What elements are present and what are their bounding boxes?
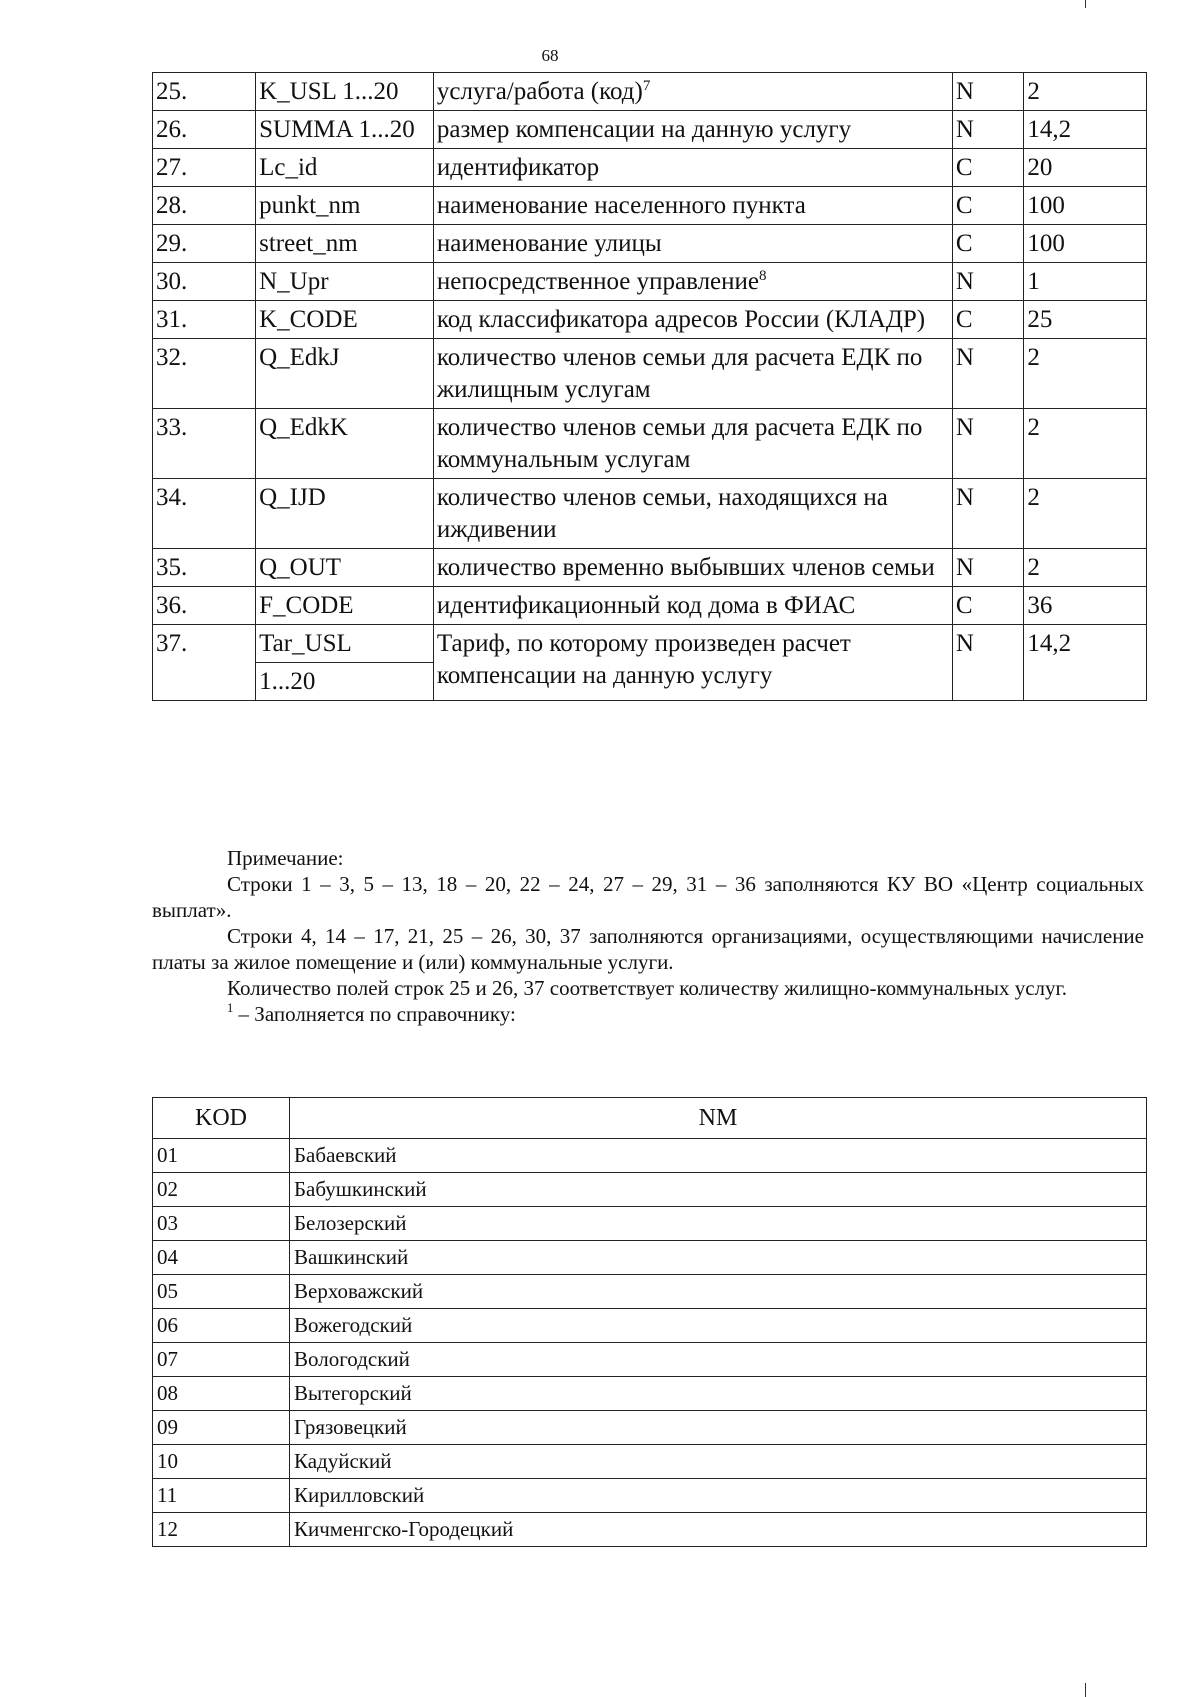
field-name: Lc_id — [256, 149, 434, 187]
description-text: идентификатор — [436, 154, 600, 181]
field-name-bottom: 1...20 — [259, 668, 316, 695]
row-number: 34. — [153, 479, 256, 549]
district-name: Кадуйский — [290, 1445, 1147, 1479]
field-size: 2 — [1024, 409, 1147, 479]
description-text: услуга/работа (код) — [436, 78, 643, 105]
description-text: количество членов семьи для расчета ЕДК по коммунальным услугам — [436, 414, 923, 473]
district-row — [153, 1139, 1147, 1173]
description-text: код классификатора адресов России (КЛАДР) — [436, 306, 926, 333]
field-type: N — [952, 625, 1024, 701]
field-type: N — [952, 263, 1024, 301]
field-description — [433, 73, 952, 111]
row-number: 25. — [153, 73, 256, 111]
row-number: 31. — [153, 301, 256, 339]
notes-label: Примечание: — [227, 846, 344, 870]
district-row — [153, 1207, 1147, 1241]
row-number: 29. — [153, 225, 256, 263]
field-description — [433, 301, 952, 339]
field-type: N — [952, 479, 1024, 549]
field-type: C — [952, 187, 1024, 225]
notes-section — [152, 845, 1144, 1027]
field-description — [433, 549, 952, 587]
footnote-line — [152, 1001, 1144, 1027]
district-code: 06 — [153, 1309, 290, 1343]
field-name: SUMMA 1...20 — [256, 111, 434, 149]
table-row — [153, 409, 1147, 479]
district-name: Кичменгско-Городецкий — [290, 1513, 1147, 1547]
description-text: идентификационный код дома в ФИАС — [436, 592, 856, 619]
district-row — [153, 1275, 1147, 1309]
field-description — [433, 263, 952, 301]
field-name: Q_EdkK — [256, 409, 434, 479]
table-row — [153, 73, 1147, 111]
district-code: 02 — [153, 1173, 290, 1207]
scan-mark-top — [1085, 0, 1086, 8]
districts-table — [152, 1097, 1147, 1547]
row-number: 27. — [153, 149, 256, 187]
table-row — [153, 587, 1147, 625]
field-name: K_USL 1...20 — [256, 73, 434, 111]
district-row — [153, 1513, 1147, 1547]
footnote-text: – Заполняется по справочнику: — [233, 1002, 516, 1026]
row-number: 33. — [153, 409, 256, 479]
field-type: N — [952, 549, 1024, 587]
field-name: N_Upr — [256, 263, 434, 301]
field-type: C — [952, 149, 1024, 187]
field-size: 25 — [1024, 301, 1147, 339]
row-number: 37. — [153, 625, 256, 701]
table-row — [153, 479, 1147, 549]
district-row — [153, 1377, 1147, 1411]
district-name: Кирилловский — [290, 1479, 1147, 1513]
footnote-mark: 1 — [227, 1001, 234, 1015]
field-description — [433, 187, 952, 225]
district-code: 03 — [153, 1207, 290, 1241]
district-code: 04 — [153, 1241, 290, 1275]
districts-header-row — [153, 1098, 1147, 1139]
table-row — [153, 301, 1147, 339]
field-size: 1 — [1024, 263, 1147, 301]
district-code: 10 — [153, 1445, 290, 1479]
district-name: Вашкинский — [290, 1241, 1147, 1275]
scan-mark-bottom — [1085, 1683, 1086, 1697]
district-code: 12 — [153, 1513, 290, 1547]
district-code: 01 — [153, 1139, 290, 1173]
row-number: 36. — [153, 587, 256, 625]
field-name: Q_EdkJ — [256, 339, 434, 409]
district-code: 05 — [153, 1275, 290, 1309]
field-name: Q_OUT — [256, 549, 434, 587]
description-text: количество временно выбывших членов семьи — [436, 554, 935, 581]
table-row — [153, 625, 1147, 701]
district-code: 11 — [153, 1479, 290, 1513]
district-name: Верховажский — [290, 1275, 1147, 1309]
fields-table-body — [153, 73, 1147, 701]
district-row — [153, 1309, 1147, 1343]
field-name: street_nm — [256, 225, 434, 263]
field-name — [256, 625, 434, 701]
table-row — [153, 549, 1147, 587]
footnote-ref: 7 — [642, 78, 651, 94]
fields-table — [152, 72, 1147, 701]
field-size: 100 — [1024, 187, 1147, 225]
field-size: 2 — [1024, 479, 1147, 549]
note-paragraph-2: Строки 4, 14 – 17, 21, 25 – 26, 30, 37 заполняются организациями, осуществляющими начисление платы за жилое помещение и (или) коммунальные услуги. — [152, 924, 1144, 974]
field-type: N — [952, 339, 1024, 409]
row-number: 32. — [153, 339, 256, 409]
field-description — [433, 587, 952, 625]
row-number: 26. — [153, 111, 256, 149]
field-description — [433, 225, 952, 263]
table-row — [153, 225, 1147, 263]
district-row — [153, 1173, 1147, 1207]
district-code: 07 — [153, 1343, 290, 1377]
field-type: C — [952, 225, 1024, 263]
description-text: непосредственное управление — [436, 268, 759, 295]
field-size: 2 — [1024, 339, 1147, 409]
field-name: K_CODE — [256, 301, 434, 339]
district-name: Бабушкинский — [290, 1173, 1147, 1207]
header-kod: KOD — [153, 1098, 290, 1139]
field-type: N — [952, 409, 1024, 479]
field-description — [433, 339, 952, 409]
field-size: 36 — [1024, 587, 1147, 625]
table-row — [153, 263, 1147, 301]
field-description: Тариф, по которому произведен расчет компенсации на данную услугу — [433, 625, 952, 701]
district-name: Вожегодский — [290, 1309, 1147, 1343]
row-number: 35. — [153, 549, 256, 587]
table-row — [153, 149, 1147, 187]
field-name: Q_IJD — [256, 479, 434, 549]
note-paragraph-1: Строки 1 – 3, 5 – 13, 18 – 20, 22 – 24, 27 – 29, 31 – 36 заполняются КУ ВО «Центр социальных выплат». — [152, 872, 1144, 922]
field-name: punkt_nm — [256, 187, 434, 225]
district-code: 08 — [153, 1377, 290, 1411]
description-text: размер компенсации на данную услугу — [436, 116, 852, 143]
field-description — [433, 479, 952, 549]
field-size: 2 — [1024, 73, 1147, 111]
district-row — [153, 1241, 1147, 1275]
field-description — [433, 149, 952, 187]
field-size: 20 — [1024, 149, 1147, 187]
district-name: Грязовецкий — [290, 1411, 1147, 1445]
field-description — [433, 409, 952, 479]
table-row — [153, 111, 1147, 149]
field-type: C — [952, 301, 1024, 339]
district-row — [153, 1445, 1147, 1479]
field-size: 2 — [1024, 549, 1147, 587]
description-text: количество членов семьи, находящихся на иждивении — [436, 484, 888, 543]
field-type: C — [952, 587, 1024, 625]
description-text: количество членов семьи для расчета ЕДК по жилищным услугам — [436, 344, 923, 403]
field-type: N — [952, 73, 1024, 111]
district-name: Вологодский — [290, 1343, 1147, 1377]
field-size: 100 — [1024, 225, 1147, 263]
district-row — [153, 1411, 1147, 1445]
header-nm: NM — [290, 1098, 1147, 1139]
row-number: 30. — [153, 263, 256, 301]
field-name-top: Tar_USL — [256, 625, 433, 663]
district-row — [153, 1343, 1147, 1377]
district-name: Белозерский — [290, 1207, 1147, 1241]
description-text: наименование улицы — [436, 230, 662, 257]
page-number: 68 — [541, 46, 559, 65]
districts-table-body — [153, 1139, 1147, 1547]
field-size: 14,2 — [1024, 111, 1147, 149]
description-text: наименование населенного пункта — [436, 192, 806, 219]
field-type: N — [952, 111, 1024, 149]
table-row — [153, 187, 1147, 225]
field-size: 14,2 — [1024, 625, 1147, 701]
district-row — [153, 1479, 1147, 1513]
district-code: 09 — [153, 1411, 290, 1445]
district-name: Бабаевский — [290, 1139, 1147, 1173]
table-row — [153, 339, 1147, 409]
note-paragraph-3: Количество полей строк 25 и 26, 37 соответствует количеству жилищно-коммунальных услуг. — [227, 976, 1068, 1000]
field-description — [433, 111, 952, 149]
district-name: Вытегорский — [290, 1377, 1147, 1411]
row-number: 28. — [153, 187, 256, 225]
field-name: F_CODE — [256, 587, 434, 625]
footnote-ref: 8 — [759, 268, 767, 284]
